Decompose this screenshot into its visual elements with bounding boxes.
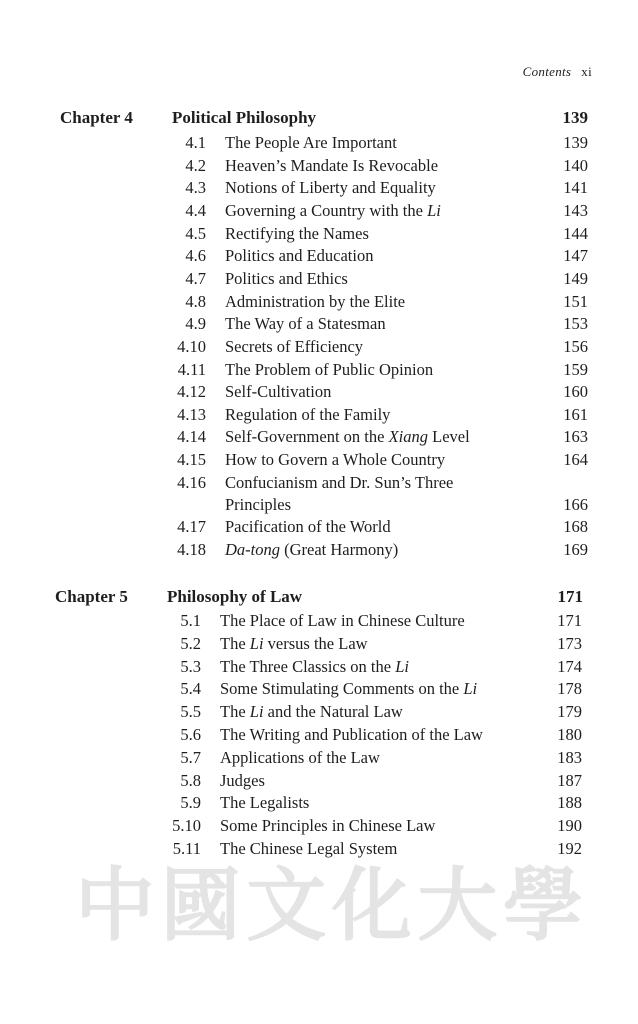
section-page-number: 153 [563, 314, 588, 334]
section-title [225, 473, 453, 493]
section-title [225, 427, 470, 447]
toc-entry-row[interactable] [0, 382, 638, 404]
section-page-number: 160 [563, 382, 588, 402]
toc-entry-row[interactable] [0, 224, 638, 246]
section-page-number: 143 [563, 200, 588, 220]
section-title-text: Some Principles in Chinese Law [220, 816, 436, 836]
section-number: 4.18 [177, 540, 206, 560]
toc-entry-row[interactable] [0, 679, 638, 701]
section-page-number: 179 [557, 702, 582, 722]
section-title-italic-term: Li [427, 200, 441, 220]
section-title-text: Governing a Country with the [225, 200, 428, 220]
section-title-text: How to Govern a Whole Country [225, 450, 446, 470]
section-page-number: 173 [557, 633, 582, 653]
section-title [220, 611, 465, 631]
section-title-italic-term: Li [249, 702, 264, 722]
section-number: 5.2 [180, 633, 201, 653]
section-title [220, 679, 477, 699]
section-page-number: 168 [563, 517, 588, 537]
section-page-number: 151 [563, 291, 588, 311]
section-number: 4.7 [185, 268, 206, 288]
section-page-number: 164 [563, 450, 588, 470]
toc-entry-row[interactable] [0, 314, 638, 336]
section-title [220, 816, 435, 836]
toc-entry-row[interactable] [0, 634, 638, 656]
watermark-character: 學 [502, 858, 585, 952]
section-title-text: The Legalists [220, 793, 310, 813]
section-page-number: 171 [557, 611, 582, 630]
section-page-number: 188 [557, 793, 582, 813]
watermark-character: 化 [331, 858, 414, 952]
section-title [225, 133, 397, 153]
section-title-text: Pacification of the World [225, 517, 391, 537]
section-title [225, 201, 441, 221]
section-title-italic-term: Li [395, 656, 409, 676]
section-number: 5.10 [172, 816, 201, 836]
section-page-number: 141 [563, 178, 588, 198]
section-title-text: Politics and Education [225, 246, 374, 266]
section-number: 4.12 [177, 382, 206, 402]
section-number: 4.10 [177, 336, 206, 356]
section-title-text: (Great Harmony) [280, 540, 399, 560]
section-number: 4.15 [177, 450, 206, 470]
toc-entry-row[interactable] [0, 702, 638, 724]
section-page-number: 147 [563, 246, 588, 266]
toc-entry-row[interactable] [0, 360, 638, 382]
section-title [225, 517, 391, 537]
chapter-title: Political Philosophy [172, 108, 317, 127]
section-page-number: 149 [563, 268, 588, 288]
toc-entry-row[interactable] [0, 748, 638, 770]
section-title-text: The Chinese Legal System [220, 839, 398, 858]
section-page-number: 166 [563, 494, 588, 514]
section-title-text: Self-Government on the [225, 427, 389, 447]
toc-entry-row[interactable] [0, 156, 638, 178]
section-title [220, 657, 409, 677]
section-title [220, 634, 368, 654]
section-title [220, 771, 265, 791]
section-title-text: Level [428, 427, 470, 447]
section-title-text: Politics and Ethics [225, 268, 348, 288]
section-page-number: 139 [563, 133, 588, 152]
section-title-text: The Way of a Statesman [225, 314, 386, 334]
section-title-italic-term: Li [249, 633, 264, 653]
section-number: 4.13 [177, 404, 206, 424]
section-title [225, 360, 433, 380]
chapter-page-number: 171 [557, 587, 583, 606]
toc-entry-row[interactable] [0, 427, 638, 449]
toc-entry-row[interactable] [0, 657, 638, 679]
section-number: 4.16 [177, 472, 206, 492]
section-title [220, 702, 403, 722]
section-title [225, 224, 369, 244]
section-number: 5.6 [180, 725, 201, 744]
section-page-number: 159 [563, 359, 588, 379]
section-page-number: 187 [557, 770, 582, 790]
watermark-character: 國 [160, 858, 243, 952]
section-title-text: Judges [220, 770, 265, 790]
toc-entry-row[interactable] [0, 472, 638, 514]
section-title-text: The Problem of Public Opinion [225, 359, 434, 379]
section-title-text: The People Are Important [225, 133, 397, 152]
section-number: 4.3 [185, 178, 206, 198]
section-title-text: Regulation of the Family [225, 404, 391, 424]
section-title [225, 246, 373, 266]
section-number: 4.8 [185, 291, 206, 311]
section-number: 4.6 [185, 246, 206, 266]
section-page-number: 144 [563, 223, 588, 243]
section-title-italic-term: Da-tong [225, 540, 280, 560]
toc-entry-row[interactable] [0, 771, 638, 793]
section-number: 5.7 [180, 747, 201, 767]
toc-entry-row[interactable] [0, 246, 638, 268]
section-title [225, 178, 436, 198]
section-number: 5.9 [180, 793, 201, 813]
toc-entry-row[interactable] [0, 201, 638, 223]
chapter-label: Chapter 5 [55, 587, 128, 606]
toc-entry-row[interactable] [0, 540, 638, 562]
watermark-character: 大 [417, 858, 500, 952]
section-page-number: 169 [563, 540, 588, 560]
section-title-text: The [220, 702, 250, 722]
chapter-row[interactable] [0, 108, 638, 130]
section-title-text: and the Natural Law [263, 702, 403, 722]
section-title-text: versus the Law [263, 633, 368, 653]
section-title [220, 725, 483, 745]
section-title-italic-term: Li [463, 679, 478, 699]
section-title-text: Notions of Liberty and Equality [225, 178, 436, 198]
section-title-text: Applications of the Law [220, 747, 380, 767]
section-title-text: Heaven’s Mandate Is Revocable [225, 155, 439, 175]
toc-entry-row[interactable] [0, 133, 638, 155]
section-title-text: The Three Classics on the [220, 656, 396, 676]
toc-entry-row[interactable] [0, 178, 638, 200]
section-title [225, 292, 405, 312]
section-number: 4.14 [177, 427, 206, 447]
section-title [225, 450, 445, 470]
toc-entry-row[interactable] [0, 269, 638, 291]
section-page-number: 180 [557, 725, 582, 744]
section-number: 4.4 [185, 200, 206, 220]
section-title-text: The Writing and Publication of the Law [220, 725, 483, 744]
chapter-row[interactable] [0, 587, 638, 609]
section-title-text: Administration by the Elite [225, 291, 406, 311]
section-title [225, 269, 348, 289]
watermark-character: 文 [246, 858, 329, 952]
section-number: 4.9 [185, 314, 206, 334]
section-title-italic-term: Xiang [388, 427, 429, 447]
running-head-page-number: xi [581, 64, 592, 79]
section-number: 4.1 [185, 133, 206, 152]
section-title [225, 156, 438, 176]
section-title [225, 405, 390, 425]
running-head [523, 64, 592, 80]
section-title-text: Some Stimulating Comments on the [220, 679, 464, 699]
section-title-text: Secrets of Efficiency [225, 336, 364, 356]
running-head-title: Contents [522, 64, 572, 79]
section-title-continuation [225, 495, 291, 515]
section-page-number: 156 [563, 336, 588, 356]
toc-entry-row[interactable] [0, 450, 638, 472]
section-title-text: Self-Cultivation [225, 382, 332, 402]
section-page-number: 190 [557, 816, 582, 836]
toc-entry-row[interactable] [0, 292, 638, 314]
section-number: 5.4 [180, 679, 201, 699]
toc-entry-row[interactable] [0, 816, 638, 838]
section-page-number: 161 [563, 404, 588, 424]
toc-entry-row[interactable] [0, 405, 638, 427]
chapter-page-number: 139 [562, 108, 588, 127]
section-number: 5.1 [180, 611, 201, 630]
section-title [225, 540, 398, 560]
chapter-title: Philosophy of Law [167, 587, 303, 606]
section-page-number: 163 [563, 427, 588, 447]
watermark-character: 中 [75, 858, 157, 952]
toc-entry-row[interactable] [0, 793, 638, 815]
section-number: 4.17 [177, 517, 206, 537]
section-page-number: 192 [557, 839, 582, 858]
section-number: 5.3 [180, 656, 201, 676]
section-title-text: Confucianism and Dr. Sun’s Three [225, 472, 454, 492]
section-title [220, 748, 380, 768]
section-title [225, 314, 386, 334]
section-number: 5.8 [180, 770, 201, 790]
section-number: 4.2 [185, 155, 206, 175]
section-number: 5.11 [172, 839, 201, 858]
section-page-number: 178 [557, 679, 582, 699]
section-page-number: 174 [557, 656, 582, 676]
toc-entry-row[interactable] [0, 611, 638, 633]
toc-entry-row[interactable] [0, 517, 638, 539]
section-number: 5.5 [180, 702, 201, 722]
section-title [225, 382, 331, 402]
section-number: 4.5 [185, 223, 206, 243]
section-title [225, 337, 363, 357]
chapter-label: Chapter 4 [60, 108, 133, 127]
section-title [220, 793, 309, 813]
section-page-number: 183 [557, 747, 582, 767]
section-number: 4.11 [177, 359, 206, 379]
section-title-text: The Place of Law in Chinese Culture [220, 611, 465, 630]
university-watermark [75, 848, 585, 952]
section-page-number: 140 [563, 155, 588, 175]
toc-entry-row[interactable] [0, 337, 638, 359]
section-title-text: Principles [225, 494, 291, 514]
section-title-text: The [220, 633, 250, 653]
toc-entry-row[interactable] [0, 725, 638, 747]
section-title-text: Rectifying the Names [225, 223, 369, 243]
